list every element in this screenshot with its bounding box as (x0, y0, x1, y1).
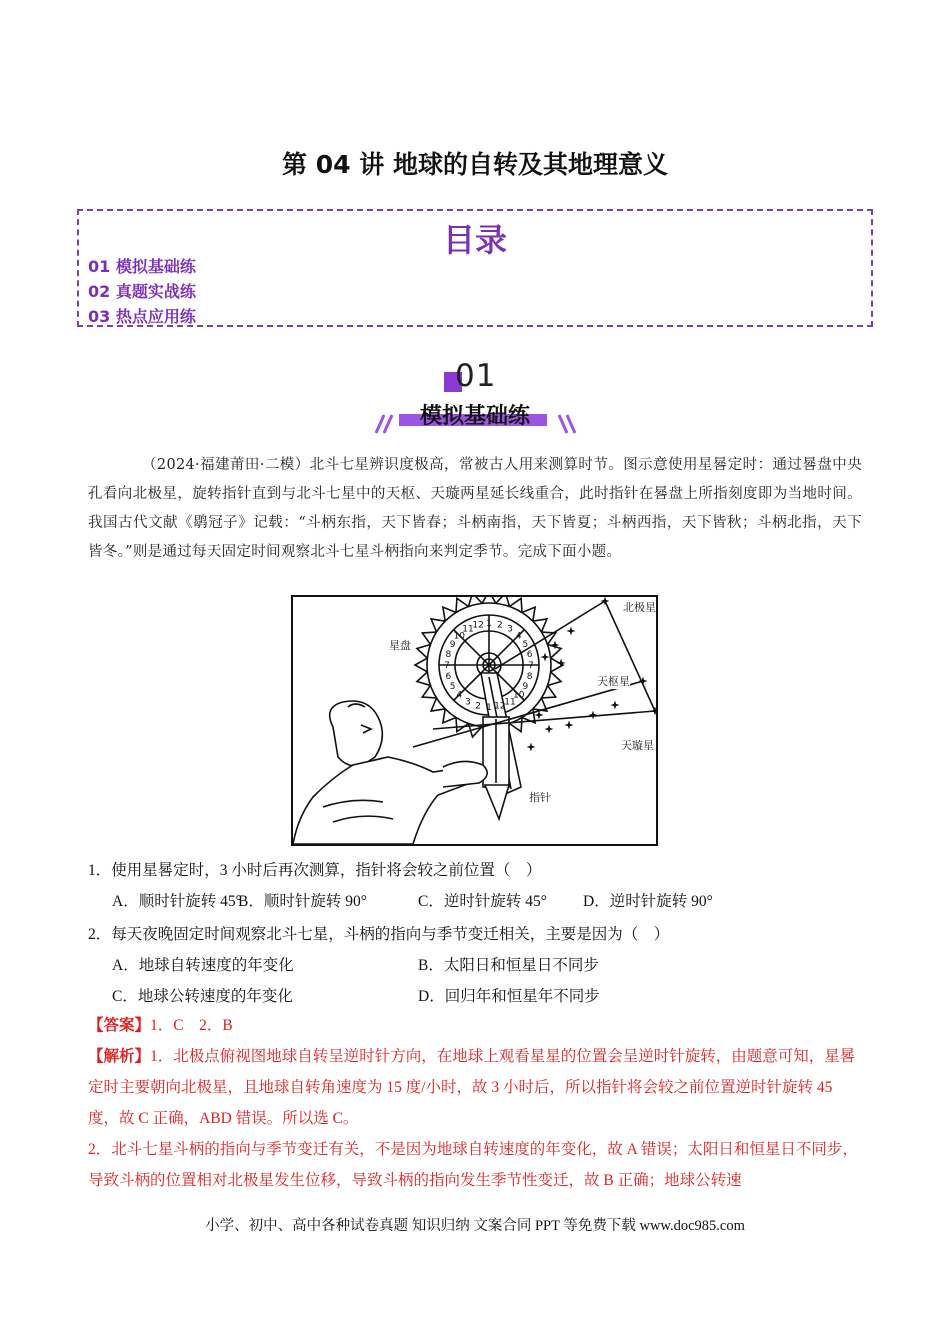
q1-option-a[interactable]: A．顺时针旋转 45° (112, 893, 242, 910)
dial-number: 4 (515, 631, 522, 642)
label-star-disc: 星盘 (389, 639, 411, 652)
q1-option-d[interactable]: D．逆时针旋转 90° (583, 893, 713, 910)
toc-heading: 目录 (442, 221, 507, 259)
analysis-paragraph-2: 2．北斗七星斗柄的指向与季节变迁有关，不是因为地球自转速度的年变化，故 A 错误；太阳日和恒星日不同步，导致斗柄的位置相对北极星发生位移，导致斗柄的指向发生季节性变迁，故 B 正确；地球公转速 (88, 1141, 858, 1189)
star-marker (601, 597, 610, 606)
question-1-stem: 1．使用星晷定时，3 小时后再次测算，指针将会较之前位置（ ） (88, 862, 542, 879)
dial-number: 2 (497, 620, 503, 631)
answer-label: 【答案】 (88, 1017, 151, 1034)
q2-option-c[interactable]: C．地球公转速度的年变化 (112, 988, 293, 1005)
dial-number: 12 (494, 701, 506, 712)
dial-number: 6 (526, 650, 533, 661)
dial-number: 7 (528, 661, 534, 671)
dial-number: 7 (444, 661, 450, 671)
page-title: 第 04 讲 地球的自转及其地理意义 (282, 150, 668, 179)
analysis-label: 【解析】 (88, 1048, 151, 1065)
question-passage: （2024·福建莆田·二模）北斗七星辨识度极高，常被古人用来测算时节。图示意使用星晷定时：通过晷盘中央孔看向北极星，旋转指针直到与北斗七星中的天枢、天璇两星延长线重合，此时指针在晷盘上所指刻度即为当地时间。我国古代文献《鹖冠子》记载：“斗柄东指，天下皆春；斗柄南指，天下皆夏；斗柄西指，天下皆秋；斗柄北指，天下皆冬。”则是通过每天固定时间观察北斗七星斗柄指向来判定季节。完成下面小题。 (88, 457, 862, 560)
star-marker (589, 711, 598, 720)
section-number: 01 (455, 358, 497, 394)
dial-number: 9 (449, 640, 456, 650)
section-title: 模拟基础练 (419, 404, 530, 429)
dial-number: 11 (462, 624, 474, 635)
dial-number: 10 (512, 690, 525, 701)
star-marker (611, 701, 620, 710)
star-dial-illustration (293, 597, 656, 844)
star-marker (565, 721, 574, 730)
dial-number: 3 (507, 624, 513, 635)
dial-number: 8 (445, 650, 452, 661)
q1-option-b[interactable]: B．顺时针旋转 90° (238, 893, 367, 910)
label-dubhe: 天枢星 (597, 675, 630, 688)
star-marker (567, 627, 576, 636)
page-footer[interactable]: 小学、初中、高中各种试卷真题 知识归纳 文案合同 PPT 等免费下载 www.doc985.com (205, 1218, 745, 1234)
analysis-paragraph-1 (88, 1041, 864, 1134)
label-polaris: 北极星 (623, 601, 656, 614)
dial-number: 10 (453, 631, 466, 642)
dial-number: 2 (475, 701, 481, 712)
toc-item-3[interactable]: 03 热点应用练 (88, 307, 196, 326)
q2-option-d[interactable]: D．回归年和恒星年不同步 (418, 988, 600, 1005)
dial-number: 6 (445, 671, 452, 682)
table-of-contents (77, 209, 873, 327)
question-2-stem: 2．每天夜晚固定时间观察北斗七星，斗柄的指向与季节变迁相关，主要是因为（ ） (88, 926, 670, 943)
dial-number: 5 (449, 682, 456, 692)
toc-item-1[interactable]: 01 模拟基础练 (88, 257, 196, 276)
q2-option-a[interactable]: A．地球自转速度的年变化 (112, 957, 294, 974)
dial-number: 1 (486, 619, 492, 629)
dial-number: 1 (486, 703, 492, 713)
label-merak: 天璇星 (621, 739, 654, 752)
dial-number: 4 (456, 690, 463, 701)
q2-option-b[interactable]: B．太阳日和恒星日不同步 (418, 957, 599, 974)
dial-number: 5 (522, 640, 529, 650)
dial-number: 11 (504, 697, 516, 708)
answer-text: 1．C 2．B (150, 1017, 233, 1034)
dial-number: 8 (526, 671, 533, 682)
dial-number: 9 (522, 682, 529, 692)
dial-number: 12 (472, 620, 484, 631)
star-dial-figure (291, 595, 658, 846)
answer-line (88, 1010, 864, 1041)
star-marker (527, 743, 536, 752)
toc-item-2[interactable]: 02 真题实战练 (88, 282, 196, 301)
label-pointer: 指针 (529, 791, 551, 804)
analysis-text-1: 1．北极点俯视图地球自转呈逆时针方向，在地球上观看星星的位置会呈逆时针旋转，由题意可知，星晷定时主要朝向北极星，且地球自转角速度为 15 度/小时，故 3 小时后，所以指针将会较之前位置逆时针旋转 45 度，故 C 正确，ABD 错误。所以选 C。 (88, 1048, 856, 1127)
dial-number: 3 (465, 697, 471, 708)
star-marker (545, 725, 554, 734)
q1-option-c[interactable]: C．逆时针旋转 45° (418, 893, 547, 910)
section-right-slashes (553, 411, 579, 435)
